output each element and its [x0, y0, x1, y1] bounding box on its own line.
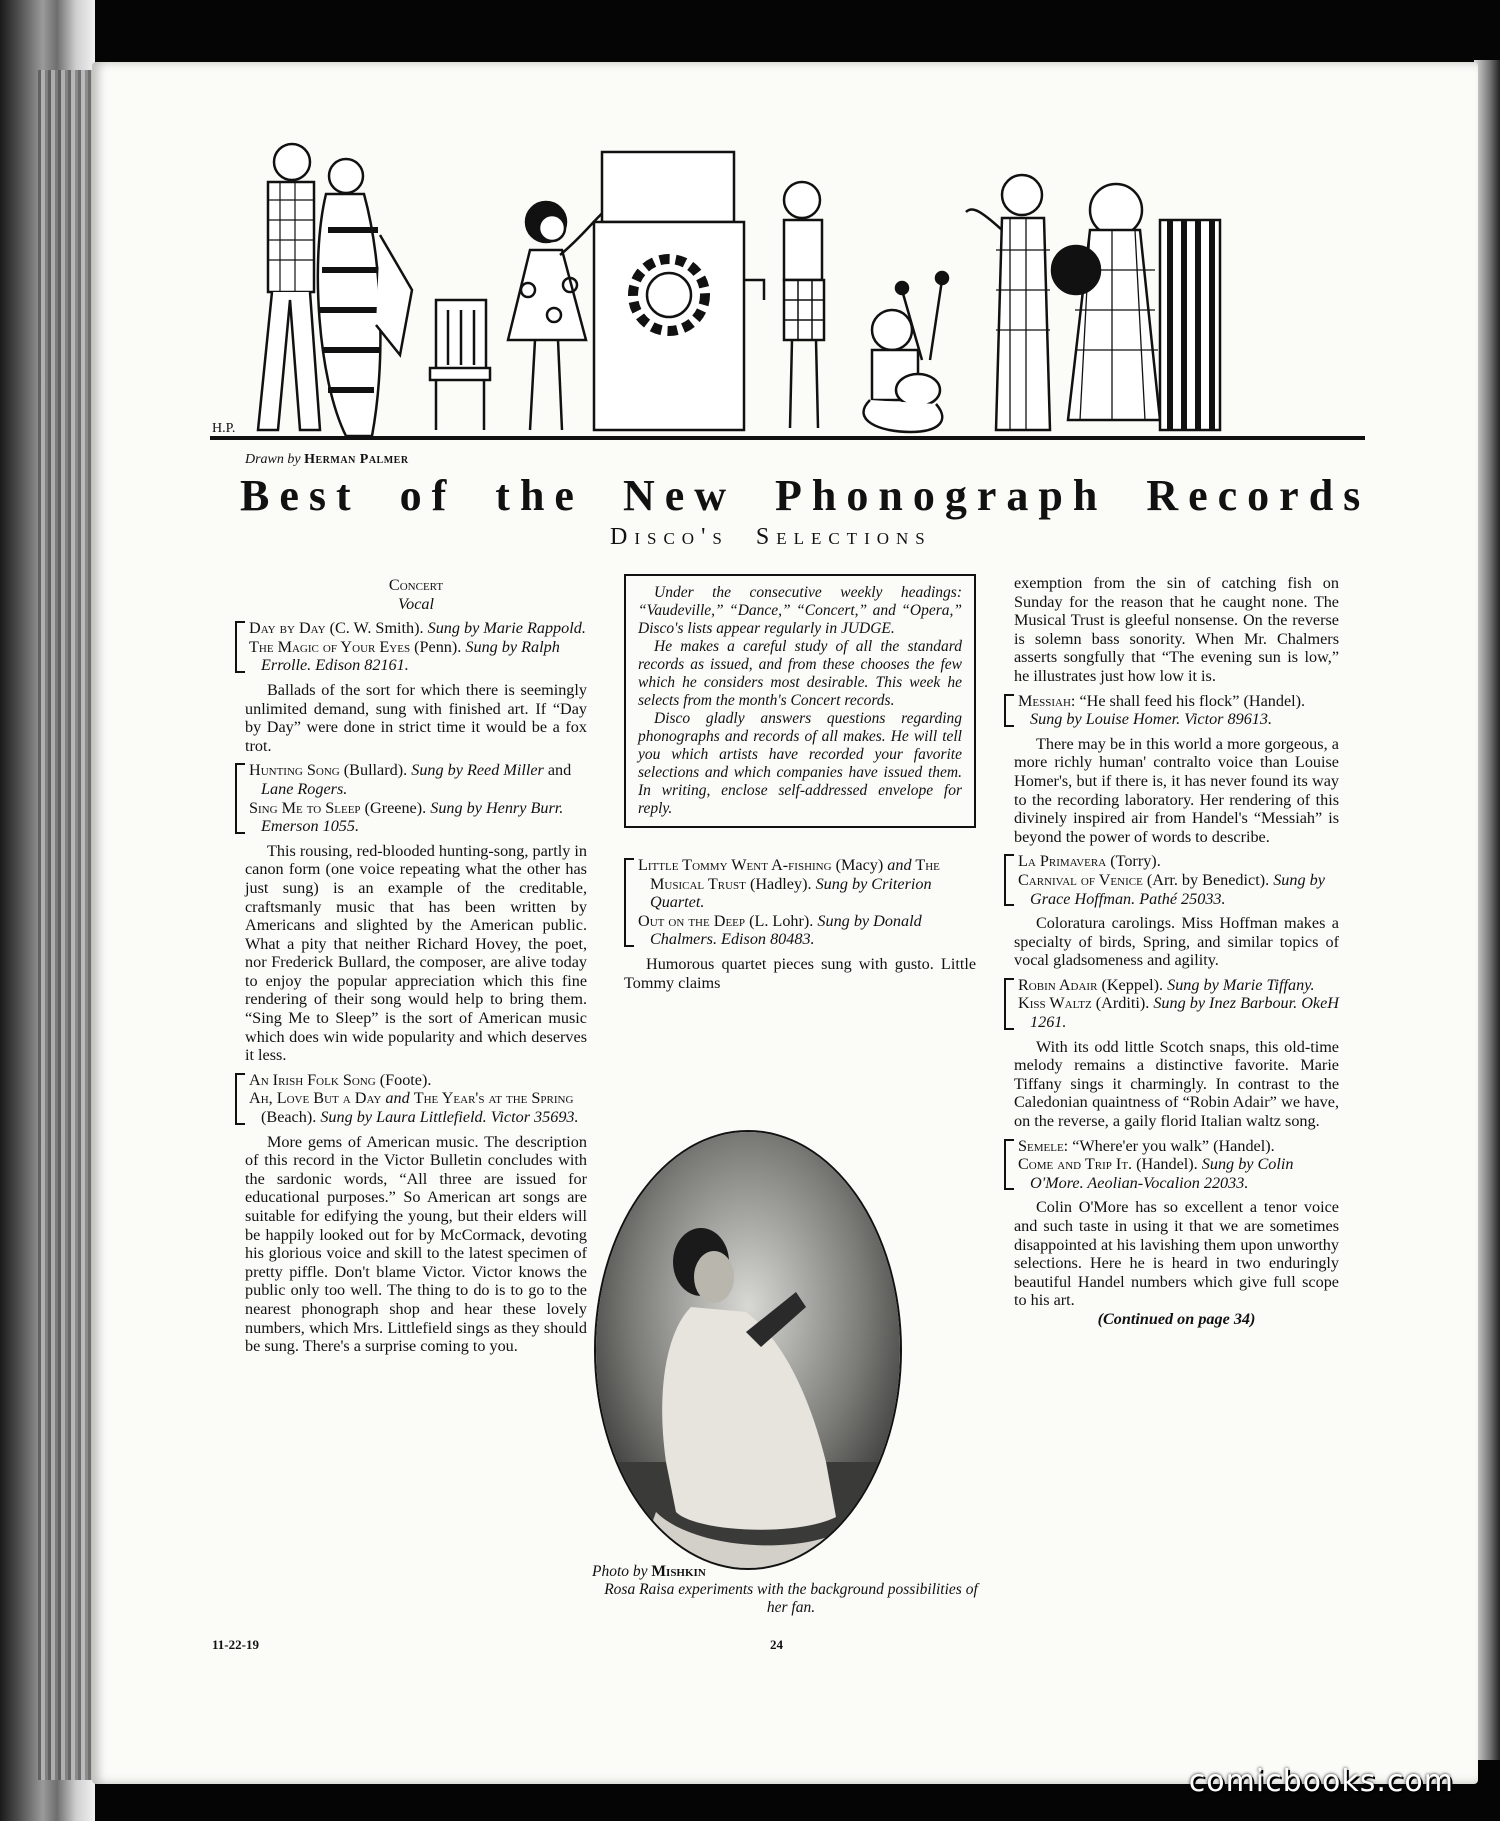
composer: : “Where'er you walk” (Handel).: [1063, 1136, 1275, 1155]
record-listing: [1004, 852, 1339, 908]
composer: (Penn).: [410, 637, 466, 656]
record-listing: [1004, 692, 1339, 729]
review-paragraph: There may be in this world a more gorgeous, a more richly human' contralto voice than Louise Homer's, but if there is, it has never found its way to the recording laboratory. Her rendering of this divinely inspired air from Handel's “Messiah” is beyond the power of words to describe.: [1014, 734, 1339, 846]
column-middle: [624, 574, 976, 992]
review-paragraph: Ballads of the sort for which there is seemingly unlimited demand, sung with finished art. If “Day by Day” were done in strict time it would be a fox trot.: [245, 680, 587, 755]
performer: Sung by Ralph Errolle. Edison 82161.: [261, 637, 560, 675]
conjunction: and: [543, 761, 572, 780]
review-paragraph: With its odd little Scotch snaps, this old-time melody remains a distinctive favorite. Marie Tiffany sings it charmingly. In contrast to the Caledonian quaintness of “Robin Adair” we have, on the reverse, a gaily florid Italian waltz song.: [1014, 1037, 1339, 1131]
site-watermark: comicbooks.com: [1188, 1764, 1454, 1799]
song-title: The Year's at the Spring: [413, 1089, 574, 1108]
composer: (Torry).: [1106, 852, 1161, 871]
record-listing: [624, 856, 976, 949]
performer: Sung by Inez Barbour. OkeH 1261.: [1030, 994, 1339, 1032]
conjunction: and: [887, 856, 912, 874]
photo-caption: Rosa Raisa experiments with the background possibilities of her fan.: [604, 1581, 978, 1616]
composer: (Foote).: [375, 1070, 432, 1089]
photo-credit-prefix: Photo by: [592, 1563, 648, 1580]
performer: Sung by Reed Miller: [411, 761, 544, 780]
song-title: Kiss Waltz: [1018, 994, 1092, 1013]
record-listing: [235, 1071, 587, 1127]
performer: Sung by Grace Hoffman. Pathé 25033.: [1030, 870, 1325, 908]
photo-credit: [592, 1563, 990, 1581]
performer: Sung by Louise Homer. Victor 89613.: [1030, 710, 1273, 729]
rosa-raisa-photo: [594, 1130, 902, 1570]
section-heading: Concert: [388, 576, 444, 594]
composer: (Hadley).: [745, 874, 816, 893]
composer: (Handel).: [1132, 1155, 1202, 1174]
illustration-credit: [245, 452, 409, 468]
photo-image: [596, 1132, 900, 1568]
song-title: Out on the Deep: [638, 911, 746, 930]
record-listing: [1004, 976, 1339, 1032]
note-paragraph: Disco gladly answers questions regarding phonographs and records of all makes. He will tell you which artists have recorded your favorite selections and which companies have issued them. In writing, enclose self-addressed envelope for reply.: [638, 710, 962, 817]
composer: (Arditi).: [1091, 994, 1154, 1013]
note-paragraph: Under the consecutive weekly headings: “Vaudeville,” “Dance,” “Concert,” and “Opera,” Disco's lists appear regularly in JUDGE.: [638, 584, 962, 637]
composer: (Keppel).: [1097, 975, 1168, 994]
elderly-couple-figure: [966, 175, 1220, 430]
performer: Sung by Colin O'More. Aeolian-Vocalion 22033.: [1030, 1155, 1294, 1192]
composer: (Macy): [831, 856, 888, 874]
issue-date: 11-22-19: [212, 1637, 259, 1652]
illustration-credit-name: Herman Palmer: [304, 452, 409, 467]
song-title: An Irish Folk Song: [249, 1070, 376, 1089]
song-title: The Musical Trust: [650, 856, 940, 893]
column-left: [245, 576, 587, 1356]
review-paragraph: Colin O'More has so excellent a tenor voice and such taste in using it that we are sometimes disappointed at his lavishing them upon unworthy selections. Here he is heard in two enduringly beautiful Handel numbers which give full scope to his art.: [1014, 1198, 1339, 1310]
composer: (Beach).: [261, 1108, 321, 1127]
composer: (C. W. Smith).: [325, 619, 428, 638]
review-paragraph: This rousing, red-blooded hunting-song, partly in canon form (one voice repeating what the other has just sung) is an example of the creditable, craftsmanly music that has been written by Americans and slighted by the American public. What a pity that neither Richard Hovey, the poet, nor Frederick Bullard, the composer, are alive today to enjoy the popular appreciation which this fine rendering of their song would help to bring them. “Sing Me to Sleep” is the sort of American music which does win wide popularity and which deserves it less.: [245, 841, 587, 1065]
song-title: Messiah: [1018, 691, 1071, 710]
record-listing: [235, 761, 587, 835]
composer: : “He shall feed his flock” (Handel).: [1070, 691, 1306, 710]
song-title: Hunting Song: [249, 761, 340, 780]
composer: (Arr. by Benedict).: [1142, 870, 1274, 889]
song-title: Carnival of Venice: [1018, 870, 1143, 889]
children-figures: [784, 182, 948, 432]
performer: Sung by Laura Littlefield. Victor 35693.: [320, 1108, 579, 1127]
song-title: Sing Me to Sleep: [249, 798, 361, 817]
page-edges: [38, 70, 94, 1780]
header-illustration: [150, 140, 1370, 450]
column-right: [1014, 574, 1339, 1329]
review-paragraph: Humorous quartet pieces sung with gusto. Little Tommy claims: [624, 954, 976, 992]
review-paragraph: exemption from the sin of catching fish on Sunday for the reason that he caught none. The Musical Trust is gleeful nonsense. On the reverse is solemn bass sonority. When Mr. Chalmers asserts songfully that “The evening sun is low,” he illustrates just how low it is.: [1014, 574, 1339, 685]
illustration-credit-prefix: Drawn by: [245, 452, 301, 467]
photo-credit-name: Mishkin: [651, 1563, 706, 1580]
song-title: La Primavera: [1018, 852, 1107, 871]
song-title: Day by Day: [249, 619, 326, 638]
section-subheading: Vocal: [398, 594, 434, 613]
performer: Sung by Criterion Quartet.: [650, 874, 932, 912]
page-number: 24: [770, 1637, 783, 1652]
dancing-couple-figure: [258, 144, 412, 436]
record-listing: [1004, 1137, 1339, 1193]
song-title: Ah, Love But a Day: [249, 1089, 382, 1108]
performer: Lane Rogers.: [261, 779, 348, 798]
review-paragraph: Coloratura carolings. Miss Hoffman makes a specialty of birds, Spring, and similar topics of vocal gladsomeness and agility.: [1014, 914, 1339, 970]
review-paragraph: More gems of American music. The description of this record in the Victor Bulletin concludes with the sardonic words, “All three are issued for educational purposes.” So American art songs are suitable for edifying the young, but their elders will be happily looked out for by McCormack, devoting his glorious voice and skill to the latest specimen of pretty piffle. Don't blame Victor. Victor knows the public only too well. The thing to do is to go to the nearest phonograph shop and hear these lovely numbers, which Mrs. Littlefield sings as they should be sung. There's a surprise coming to you.: [245, 1132, 587, 1356]
performer: Sung by Henry Burr. Emerson 1055.: [261, 798, 564, 836]
composer: (L. Lohr).: [745, 911, 818, 930]
article-subtitle: Disco's Selections: [610, 524, 932, 550]
performer: Sung by Marie Rappold.: [427, 619, 586, 638]
continued-note: (Continued on page 34): [1097, 1309, 1256, 1328]
record-listing: [235, 619, 587, 675]
note-paragraph: He makes a careful study of all the standard records as issued, and from these chooses the few which he considers most desirable. This week he selects from the month's Concert records.: [638, 638, 962, 709]
performer: Sung by Donald Chalmers. Edison 80483.: [650, 911, 922, 949]
song-title: Semele: [1018, 1136, 1064, 1155]
article-title: Best of the New Phonograph Records: [240, 471, 1371, 520]
song-title: Come and Trip It.: [1018, 1155, 1133, 1174]
composer: (Bullard).: [339, 761, 412, 780]
editor-note-box: [624, 574, 976, 828]
chair-figure: [430, 300, 490, 430]
song-title: The Magic of Your Eyes: [249, 637, 411, 656]
conjunction: and: [381, 1089, 414, 1108]
artist-signature: H.P.: [212, 421, 236, 436]
performer: Sung by Marie Tiffany.: [1167, 975, 1315, 994]
photo-caption-block: [592, 1563, 990, 1617]
song-title: Little Tommy Went A-fishing: [638, 856, 832, 874]
song-title: Robin Adair: [1018, 975, 1098, 994]
phonograph-figure: [594, 152, 764, 430]
composer: (Greene).: [360, 798, 431, 817]
